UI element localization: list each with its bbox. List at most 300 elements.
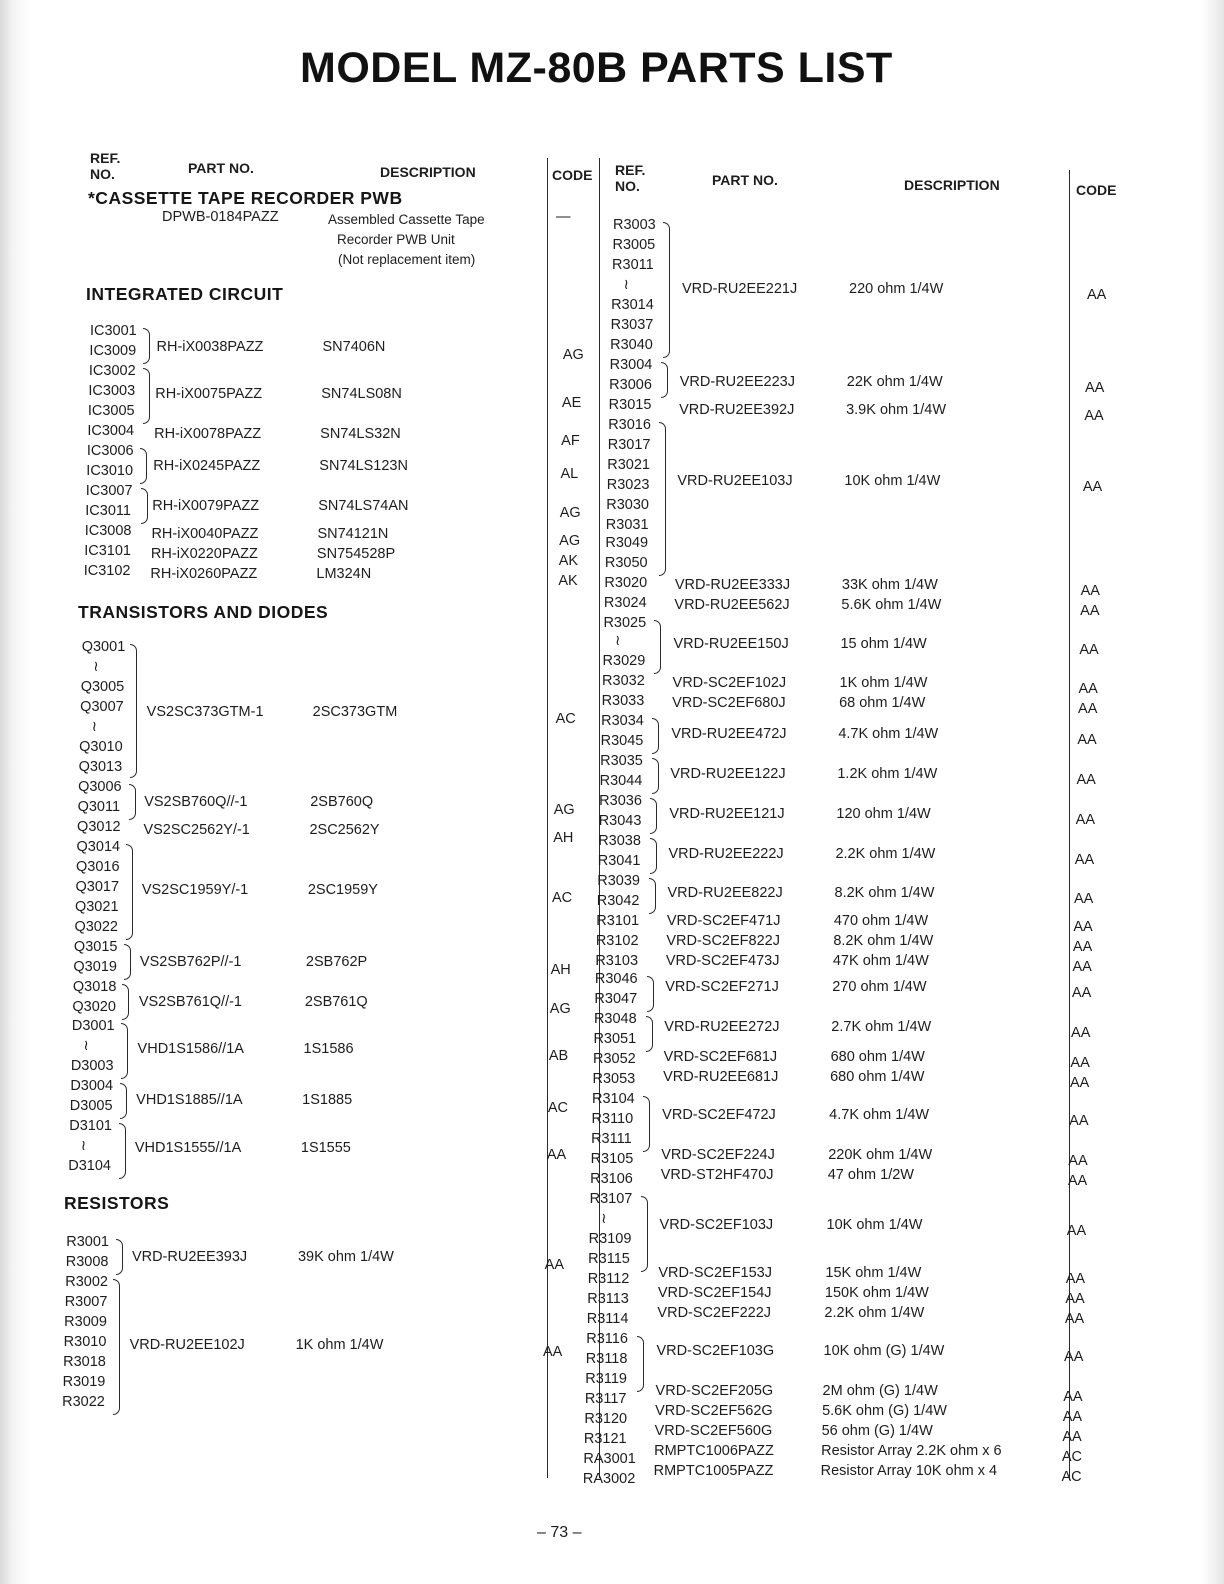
ref-no: Q3006 [78, 779, 122, 795]
part-code: AE [561, 395, 582, 411]
part-code: AG [549, 1001, 571, 1017]
part-no: RH-iX0038PAZZ [156, 339, 264, 355]
part-no: RH-iX0075PAZZ [155, 386, 263, 402]
part-code: AB [548, 1048, 569, 1064]
range-squiggle: ≀ [93, 659, 99, 675]
part-code: AA [1078, 701, 1098, 717]
part-description: 10K ohm (G) 1/4W [823, 1343, 945, 1359]
part-no: VRD-RU2EE272J [664, 1019, 780, 1035]
part-code: AL [560, 466, 579, 482]
ref-no: Q3005 [80, 679, 125, 695]
part-code: AA [1075, 812, 1095, 828]
part-no: VRD-SC2EF822J [666, 933, 780, 949]
ref-no: R3031 [605, 517, 649, 533]
ref-no: IC3010 [86, 463, 134, 479]
range-squiggle: ≀ [623, 277, 629, 293]
part-no: VS2SC373GTM-1 [146, 704, 264, 720]
part-no: VRD-SC2EF102J [672, 675, 787, 691]
part-no: VHD1S1555//1A [134, 1140, 242, 1156]
right-header-description: DESCRIPTION [904, 177, 1000, 193]
ref-no: R3053 [592, 1071, 636, 1087]
ref-no: IC3004 [87, 423, 135, 439]
part-code: AC [1061, 1469, 1082, 1485]
ref-no: IC3005 [87, 403, 135, 419]
part-code: AA [1084, 380, 1105, 396]
part-code: AA [1082, 479, 1103, 495]
ref-no: IC3101 [84, 543, 131, 559]
part-code: AA [1084, 408, 1104, 424]
part-no: VRD-SC2EF681J [663, 1049, 778, 1065]
part-description: 2.2K ohm 1/4W [824, 1305, 925, 1321]
ref-no: R3017 [607, 437, 651, 453]
part-no: VRD-SC2EF562G [655, 1403, 773, 1419]
part-code: AA [1063, 1389, 1083, 1405]
ref-no: Q3019 [73, 959, 117, 975]
range-squiggle: ≀ [83, 1038, 89, 1054]
ref-no: R3109 [588, 1231, 632, 1247]
part-no: VRD-SC2EF103J [659, 1217, 774, 1233]
part-code: AA [1067, 1173, 1088, 1189]
part-description: 4.7K ohm 1/4W [829, 1107, 930, 1123]
part-code: AK [558, 553, 579, 569]
part-code: AG [553, 802, 575, 818]
ref-no: Q3012 [77, 819, 121, 835]
range-squiggle: ≀ [615, 633, 621, 649]
group-brace [116, 1239, 123, 1275]
part-code: AA [1071, 985, 1092, 1001]
part-no: RH-iX0079PAZZ [152, 498, 260, 514]
part-code: AA [1064, 1349, 1084, 1365]
ref-no: R3008 [65, 1254, 109, 1270]
part-description: 1S1555 [300, 1140, 351, 1156]
group-brace [126, 844, 133, 940]
ref-no: R3048 [593, 1011, 637, 1027]
part-description: 2M ohm (G) 1/4W [822, 1383, 938, 1399]
ref-no: R3114 [586, 1311, 629, 1327]
ref-no: IC3011 [85, 503, 131, 519]
part-code: AK [558, 573, 578, 589]
ref-no: R3042 [596, 893, 640, 909]
part-description: SN74121N [317, 526, 389, 542]
part-description: 680 ohm 1/4W [830, 1049, 925, 1065]
part-code: AA [1080, 603, 1100, 619]
page-number: – 73 – [537, 1524, 582, 1541]
ref-no: Q3001 [81, 639, 126, 655]
ref-no: Q3020 [72, 999, 116, 1015]
ref-no: R3039 [597, 873, 640, 889]
part-code: AA [1065, 1271, 1086, 1287]
part-description: SN74LS08N [321, 386, 402, 402]
ref-no: Q3015 [73, 939, 118, 955]
ref-no: R3018 [63, 1354, 106, 1370]
part-description: 2.7K ohm 1/4W [831, 1019, 932, 1035]
part-description: 680 ohm 1/4W [830, 1069, 925, 1085]
part-code: AA [544, 1257, 565, 1273]
ref-no: IC3009 [89, 343, 137, 359]
ref-no: R3009 [64, 1314, 107, 1330]
part-no: RMPTC1006PAZZ [654, 1443, 774, 1459]
ref-no: R3034 [601, 713, 644, 729]
ref-no: R3049 [605, 535, 649, 551]
ref-no: Q3007 [80, 699, 124, 715]
ref-no: IC3006 [86, 443, 134, 459]
section-transistors-diodes: TRANSISTORS AND DIODES [78, 602, 329, 622]
part-description: 2SB762P [305, 954, 368, 970]
left-header-ref: REF. NO. [90, 150, 121, 182]
part-no: VRD-RU2EE333J [674, 577, 791, 593]
group-brace [650, 798, 657, 834]
ref-no: IC3003 [88, 383, 136, 399]
part-description: 15K ohm 1/4W [825, 1265, 922, 1281]
part-description: 2SC373GTM [312, 704, 398, 720]
part-no: VRD-SC2EF205G [655, 1383, 774, 1399]
ref-no: R3030 [606, 497, 649, 513]
group-brace [659, 422, 666, 576]
part-code: AC [547, 1100, 568, 1116]
part-no: VRD-RU2EE103J [677, 473, 793, 489]
ref-no: R3035 [600, 753, 643, 769]
ref-no: Q3016 [76, 859, 120, 875]
part-description: 1K ohm 1/4W [295, 1337, 384, 1353]
range-squiggle: ≀ [601, 1211, 607, 1227]
ref-no: IC3102 [83, 563, 131, 579]
ref-no: RA3001 [583, 1451, 636, 1467]
ref-no: Q3021 [74, 899, 119, 915]
part-description: 120 ohm 1/4W [836, 806, 931, 822]
ref-no: R3022 [62, 1394, 105, 1410]
part-description: 2SC2562Y [309, 822, 380, 838]
ref-no: R3106 [590, 1171, 633, 1187]
part-code: AC [1061, 1449, 1083, 1465]
part-no: VRD-RU2EE122J [670, 766, 786, 782]
ref-no: Q3018 [72, 979, 117, 995]
part-description: 15 ohm 1/4W [840, 636, 927, 652]
ref-no: R3014 [611, 297, 654, 313]
group-brace [119, 1123, 126, 1179]
part-code: AA [1069, 1113, 1089, 1129]
part-no: VRD-RU2EE222J [668, 846, 784, 862]
group-brace [646, 1016, 653, 1052]
part-no: VS2SB760Q//-1 [144, 794, 248, 810]
ref-no: R3118 [585, 1351, 628, 1367]
part-no: RH-iX0078PAZZ [154, 426, 262, 442]
part-no: VRD-ST2HF470J [660, 1167, 774, 1183]
ref-no: R3036 [599, 793, 642, 809]
part-code: AH [553, 830, 574, 846]
ref-no: Q3014 [76, 839, 121, 855]
group-brace [141, 488, 148, 524]
ref-no: R3046 [594, 971, 638, 987]
group-brace [649, 878, 656, 914]
group-brace [113, 1279, 120, 1415]
scan-right-edge [1202, 0, 1224, 1584]
group-brace [143, 368, 150, 424]
part-code: AA [1069, 1075, 1090, 1091]
ref-no: R3010 [63, 1334, 107, 1350]
part-code: AA [1074, 852, 1095, 868]
section-cassette-pwb: *CASSETTE TAPE RECORDER PWB [88, 188, 403, 208]
part-no: VRD-SC2EF473J [665, 953, 780, 969]
part-code: AA [1077, 732, 1097, 748]
part-code: AF [561, 433, 580, 449]
ref-no: R3043 [598, 813, 642, 829]
group-brace [637, 1336, 644, 1392]
part-code: AH [550, 962, 571, 978]
ref-no: R3101 [596, 913, 640, 929]
ref-no: R3003 [613, 217, 656, 233]
ref-no: R3016 [608, 417, 651, 433]
section-integrated-circuit: INTEGRATED CIRCUIT [86, 284, 284, 304]
ref-no: R3032 [602, 673, 645, 689]
part-description: 56 ohm (G) 1/4W [821, 1423, 933, 1439]
ref-no: Q3017 [75, 879, 120, 895]
part-no: VS2SC2562Y/-1 [143, 822, 250, 838]
ref-no: R3111 [591, 1131, 632, 1147]
range-squiggle: ≀ [80, 1138, 87, 1154]
part-no: VRD-RU2EE393J [131, 1249, 248, 1265]
cassette-part-no: DPWB-0184PAZZ [162, 209, 279, 225]
ref-no: R3001 [66, 1234, 109, 1250]
ref-no: R3041 [597, 853, 641, 869]
part-no: VRD-RU2EE392J [679, 402, 795, 418]
column-divider-left-code [547, 158, 548, 1478]
part-description: 470 ohm 1/4W [833, 913, 929, 929]
part-code: AA [1064, 1311, 1085, 1327]
part-no: RH-iX0040PAZZ [151, 526, 259, 542]
part-no: VRD-SC2EF153J [658, 1265, 772, 1281]
part-no: VRD-SC2EF472J [662, 1107, 776, 1123]
part-description: Resistor Array 2.2K ohm x 6 [821, 1443, 1002, 1459]
part-code: AA [546, 1147, 567, 1163]
part-description: 47K ohm 1/4W [832, 953, 929, 969]
part-no: VHD1S1586//1A [137, 1041, 244, 1057]
part-description: 5.6K ohm 1/4W [841, 597, 942, 613]
part-description: 33K ohm 1/4W [841, 577, 938, 593]
group-brace [654, 620, 661, 674]
part-description: SN74LS123N [319, 458, 408, 474]
ref-no: R3002 [65, 1274, 108, 1290]
part-description: 10K ohm 1/4W [826, 1217, 923, 1233]
ref-no: R3051 [593, 1031, 637, 1047]
part-no: VRD-RU2EE472J [671, 726, 787, 742]
ref-no: D3004 [70, 1078, 114, 1094]
part-no: VS2SB762P//-1 [139, 954, 242, 970]
part-description: SN754528P [316, 546, 396, 562]
ref-no: Q3013 [78, 759, 123, 775]
group-brace [652, 758, 659, 794]
ref-no: D3101 [69, 1118, 112, 1134]
group-brace [143, 328, 150, 364]
ref-no: R3045 [600, 733, 644, 749]
ref-no: D3104 [68, 1158, 111, 1174]
cassette-desc-line2: Recorder PWB Unit [337, 232, 455, 247]
part-description: 1S1586 [303, 1041, 354, 1057]
part-description: 150K ohm 1/4W [824, 1285, 929, 1301]
ref-no: R3102 [595, 933, 639, 949]
ref-no: RA3002 [582, 1471, 636, 1487]
group-brace [121, 1023, 128, 1079]
part-no: VRD-SC2EF224J [661, 1147, 775, 1163]
ref-no: R3050 [604, 555, 648, 571]
ref-no: R3038 [598, 833, 641, 849]
ref-no: R3107 [589, 1191, 633, 1207]
ref-no: R3024 [603, 595, 647, 611]
part-code: AA [1065, 1291, 1085, 1307]
part-code: AA [1079, 642, 1099, 658]
part-no: VHD1S1885//1A [136, 1092, 243, 1108]
ref-no: R3025 [603, 615, 647, 631]
ref-no: D3003 [70, 1058, 114, 1074]
left-header-code: CODE [552, 167, 593, 183]
ref-no: R3015 [608, 397, 652, 413]
ref-no: IC3001 [89, 323, 137, 339]
part-description: SN7406N [322, 339, 386, 355]
part-no: VS2SB761Q//-1 [138, 994, 242, 1010]
part-description: 5.6K ohm (G) 1/4W [822, 1403, 947, 1419]
group-brace [643, 1096, 650, 1152]
part-no: RH-iX0220PAZZ [150, 546, 258, 562]
part-no: VS2SC1959Y/-1 [141, 882, 249, 898]
ref-no: R3105 [590, 1151, 634, 1167]
ref-no: R3020 [604, 575, 648, 591]
ref-no: R3005 [612, 237, 656, 253]
part-no: RH-iX0260PAZZ [150, 566, 258, 582]
group-brace [641, 1196, 648, 1272]
part-description: 68 ohm 1/4W [839, 695, 926, 711]
part-code: AA [1071, 1025, 1091, 1041]
ref-no: R3044 [599, 773, 643, 789]
ref-no: R3023 [606, 477, 650, 493]
ref-no: R3007 [64, 1294, 108, 1310]
part-no: VRD-RU2EE102J [129, 1337, 245, 1353]
part-description: SN74LS74AN [318, 498, 409, 514]
part-description: 2SB760Q [310, 794, 374, 810]
part-no: VRD-SC2EF271J [665, 979, 779, 995]
group-brace [124, 944, 131, 980]
part-code: AA [1076, 772, 1096, 788]
part-code: AA [1087, 287, 1107, 303]
ref-no: R3119 [585, 1371, 627, 1387]
part-description: 220K ohm 1/4W [828, 1147, 933, 1163]
part-code: AA [1070, 1055, 1090, 1071]
part-code: AC [555, 711, 576, 727]
ref-no: R3113 [587, 1291, 629, 1307]
part-no: VRD-SC2EF471J [666, 913, 781, 929]
cassette-code: — [556, 209, 571, 225]
ref-no: IC3007 [85, 483, 133, 499]
right-header-code: CODE [1076, 182, 1117, 198]
ref-no: IC3002 [88, 363, 136, 379]
ref-no: IC3008 [84, 523, 132, 539]
part-description: 3.9K ohm 1/4W [846, 402, 947, 418]
part-description: 1K ohm 1/4W [839, 675, 928, 691]
group-brace [120, 1083, 127, 1119]
part-code: AA [542, 1344, 563, 1360]
section-resistors: RESISTORS [64, 1193, 170, 1213]
part-code: AG [562, 347, 584, 363]
part-description: 2SB761Q [304, 994, 368, 1010]
scan-left-edge [0, 0, 30, 1584]
group-brace [663, 222, 670, 358]
part-no: VRD-SC2EF560G [654, 1423, 773, 1439]
part-code: AG [559, 533, 581, 549]
cassette-desc-line3: (Not replacement item) [338, 252, 476, 267]
group-brace [647, 976, 654, 1012]
ref-no: R3103 [595, 953, 639, 969]
ref-no: R3120 [584, 1411, 628, 1427]
part-code: AA [1062, 1429, 1082, 1445]
ref-no: R3006 [609, 377, 652, 393]
part-description: 8.2K ohm 1/4W [834, 885, 935, 901]
part-description: 4.7K ohm 1/4W [838, 726, 939, 742]
part-code: AA [1080, 583, 1100, 599]
part-code: AA [1073, 891, 1094, 907]
part-code: AA [1066, 1223, 1087, 1239]
part-no: VRD-SC2EF680J [672, 695, 786, 711]
part-no: VRD-RU2EE822J [667, 885, 783, 901]
range-squiggle: ≀ [91, 719, 98, 735]
group-brace [129, 784, 136, 820]
group-brace [652, 718, 659, 754]
ref-no: R3121 [583, 1431, 627, 1447]
page-title: MODEL MZ-80B PARTS LIST [300, 44, 893, 92]
group-brace [140, 448, 147, 484]
ref-no: R3112 [587, 1271, 630, 1287]
part-description: 270 ohm 1/4W [832, 979, 927, 995]
right-header-ref: REF. NO. [615, 162, 646, 194]
part-description: Resistor Array 10K ohm x 4 [820, 1463, 998, 1479]
part-code: AG [559, 505, 581, 521]
part-no: VRD-RU2EE562J [674, 597, 790, 613]
part-description: 47 ohm 1/2W [827, 1167, 914, 1183]
part-code: AA [1078, 681, 1098, 697]
part-description: 39K ohm 1/4W [297, 1249, 394, 1265]
left-header-description: DESCRIPTION [380, 164, 476, 180]
ref-no: R3047 [594, 991, 638, 1007]
ref-no: R3019 [62, 1374, 106, 1390]
part-no: VRD-RU2EE221J [682, 281, 798, 297]
left-header-part-no: PART NO. [188, 160, 254, 176]
group-brace [650, 838, 657, 874]
part-description: 1S1885 [302, 1092, 353, 1108]
part-description: 2.2K ohm 1/4W [835, 846, 936, 862]
ref-no: R3021 [607, 457, 650, 473]
part-code: AA [1072, 939, 1093, 955]
ref-no: R3110 [591, 1111, 634, 1127]
ref-no: D3005 [69, 1098, 113, 1114]
part-no: VRD-SC2EF103G [656, 1343, 775, 1359]
ref-no: R3116 [586, 1331, 628, 1347]
ref-no: R3040 [610, 337, 653, 353]
ref-no: R3029 [602, 653, 646, 669]
ref-no: R3011 [612, 257, 654, 273]
ref-no: Q3011 [77, 799, 121, 815]
part-description: 8.2K ohm 1/4W [833, 933, 934, 949]
part-description: 10K ohm 1/4W [844, 473, 941, 489]
part-no: VRD-RU2EE681J [663, 1069, 779, 1085]
ref-no: R3104 [592, 1091, 635, 1107]
part-no: VRD-SC2EF222J [657, 1305, 772, 1321]
part-code: AA [1072, 959, 1092, 975]
part-code: AA [1073, 919, 1093, 935]
ref-no: Q3010 [79, 739, 123, 755]
part-description: 1.2K ohm 1/4W [837, 766, 938, 782]
part-no: RH-iX0245PAZZ [153, 458, 261, 474]
part-description: SN74LS32N [320, 426, 401, 442]
part-code: AA [1062, 1409, 1083, 1425]
group-brace [122, 984, 129, 1020]
part-code: AA [1068, 1153, 1088, 1169]
